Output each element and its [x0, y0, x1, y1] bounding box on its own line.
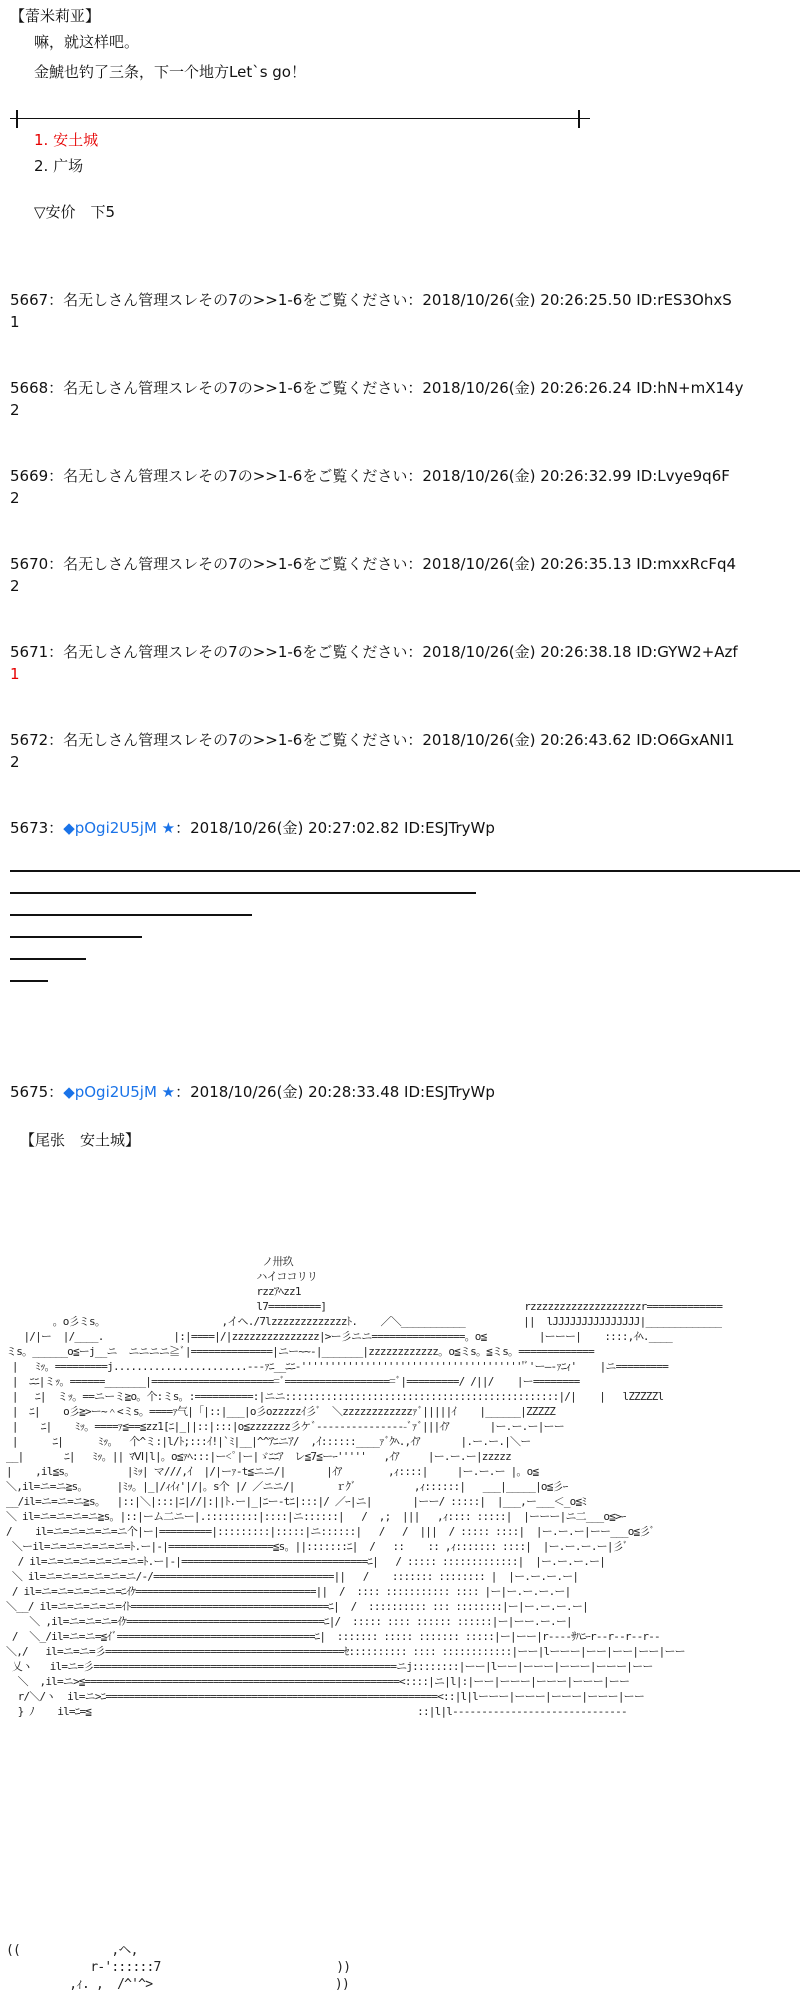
post-body: 2	[10, 577, 20, 595]
character-ascii-art: (( ,ヘ, r‐'::::::7 )) ,ｨ. , /^'^> ))	[6, 1943, 351, 1992]
location-label: 【尾张 安土城】	[20, 1131, 141, 1149]
post-meta: ：2018/10/26(金) 20:27:02.82 ID:ESJTryWp	[175, 819, 495, 837]
post-body: 1	[10, 313, 20, 331]
post-header: 5672：名无しさん管理スレその7の>>1-6をご覧ください：2018/10/26(金) 20:26:43.62 ID:O6GxANI1	[10, 731, 735, 749]
post-header: 5667：名无しさん管理スレその7の>>1-6をご覧ください：2018/10/26(金) 20:26:25.50 ID:rES3OhxS	[10, 291, 732, 309]
poster-trip-link[interactable]: ◆pOgi2U5jM ★	[63, 819, 176, 837]
post-5673-header	[10, 818, 495, 838]
anchor-instruction: ▽安价 下5	[34, 203, 116, 221]
post-header: 5670：名无しさん管理スレその7の>>1-6をご覧ください：2018/10/26(金) 20:26:35.13 ID:mxxRcFq4	[10, 555, 737, 573]
poster-trip-link[interactable]: ◆pOgi2U5jM ★	[63, 1083, 176, 1101]
post-body: 1	[10, 665, 20, 683]
post-body: 2	[10, 489, 20, 507]
post-number: 5673：	[10, 819, 64, 837]
post-header: 5668：名无しさん管理スレその7の>>1-6をご覧ください：2018/10/26(金) 20:26:26.24 ID:hN+mX14y	[10, 379, 744, 397]
choice-option-2: 2. 广场	[34, 157, 84, 175]
post-body: 2	[10, 753, 20, 771]
post-body: 2	[10, 401, 20, 419]
choice-option-1: 1. 安土城	[34, 131, 99, 149]
dialog-line-2: 金鯱也钓了三条，下一个地方Let`s go！	[34, 63, 306, 81]
post-header: 5671：名无しさん管理スレその7の>>1-6をご覧ください：2018/10/26(金) 20:26:38.18 ID:GYW2+Azf	[10, 643, 738, 661]
castle-ascii-art: ノ卅玖 ハイココリリ rzzｱﾍzz1 l7=========] rzzzzzzzzzzzzzzzzzzzr============= 。o彡ミs。 ,イヘ./7lzzzzzzzzzzzzzﾄ. ／＼___________ || lJJJJJJJJJJJJJJJ|_____________ |/|ー |/____. |:|====|/|zzzzzzzzzzzzzzz|>ー彡ニニ================。o≦ |ーーー| ::::,ｲﾍ.____ ミs。______o≦ーj__ニ ニニニニ≧ﾞ|==============|ニー~~‐|_______|zzzzzzzzzzzz。o≦ミs。≦ミs。============= | ﾐｯ。=========j.......................--‐ｧﾆ__ﾆﾆ-'''''''''''''''''''''''''''''''''''''''ﾞ'ー―-ｧﾆｨ' |ニ========= | ﾆﾆ|ミｯ。======_______|======================ﾞ===================ﾞ|=========/ /||/ |ー======== | ﾆ| ミｯ。==ニーミ≧o。个:ミs。:==========:|ニニ:::::::::::::::::::::::::::::::::::::::::::::::|/| | lZZZZZl | ﾆ| o彡≧>ー~＾<ミs。====ｧ气|「|::|___|o彡ozzzzzｲ彡ﾞ ＼zzzzzzzzzzzzｧﾞ|||||ｲ |______|ZZZZZ | ﾆ| ﾐｯ。====ｧ≦==≦zz1[ﾆ|_||::|:::|o≦zzzzzzz彡ケﾞ----------------ﾞｧﾞ|||ｲｱ |ー.ー.ー|ーー | ﾆ| ﾐｯ。 个^ミ:|l/ﾄ;:::ｲ!|`ﾐ|__|^^ｱﾆニｱ/ ,ｲ::::::____ｧﾞｸﾍ.,ｲｱ |.ー.ー.|＼ー __| ﾆ| ﾐｯ。|| ﾏⅥ|l|。o≦ｧﾍ:::|ー<ﾟ|ー|ゞﾆﾆｱ レ≦7≦ーｰ''''' ,ｲｱ |ー.ー.ー|zzzzz | ,il≦s。 |ﾐｯ| マ///,ｲ |/|ーｧ-t≦ニニ/| |ｲｱ ,ｨ::::| |ー.ー.ー |。o≦ ＼,il=ニ=ニ≧s。 |ﾐｯ。|_|/ｨｲｨ'|/|。s个 |/ ／ニニ/| ｒｸﾞ ,ｨ::::::| ___|_____|o≦彡ｰ __/il=ニ=ニ=ニ≧s。 |::|＼|:::|ﾆ|//|:||ﾄ.ー|_|ﾆー-tﾆ|:::|/ ／ｰ|ニ| |ーー/ :::::| |___,ー___＜_o≦ﾐ ＼ il=ニ=ニ=ニ=ニ≧s。|::|ーム二ニー|.:::::::::|::::|ニ::::::| / ,; ||| ,ｨ:::: :::::| |ーーー|ニ二___o≦>ｰ / il=ニ=ニ=ニ=ニ=ニ个|ー|=========|:::::::::|:::::|ニ::::::| / / ||| / ::::: ::::| |ー.ー.ー|ーー___o≦彡ﾞ ＼ーil=ニ=ニ=ニ=ニ=ニ=ﾄ.ー|-|==================≦s。||:::::::ﾆ| / :: :: ,ｨ::::::: ::::| |ー.ー.ー.ー|彡ﾞ / il=ニ=ニ=ニ=ニ=ニ=ニ=ﾄ.ー|-|================================ﾆ| / ::::: :::::::::::::| |ー.ー.ー.ー| ＼ il=ニ=ニ=ニ=ニ=ニ=ニ/-/===============================|| / ::::::: :::::::: | |ー.ー.ー.ー| / il=ニ=ニ=ニ=ニ=ニ=ﾆｲｹ===============================|| / :::: ::::::::::: :::: |ー|ー.ー.ー.ー| ＼__/ il=ニ=ニ=ニ=ニ=ｲﾄ==================================ﾆ| / :::::::::: ::: ::::::::|ー|ー.ー.ー.ー| ＼ ,il=ニ=ニ=ニ=ｲｹ==================================ﾆ|/ ::::: :::: :::::: ::::::|ー|ーー.ー.ー| / ＼_/il=ニ=ニ=≦ｲﾞ==================================ﾆ| ::::::: ::::: ::::::: :::::|ー|ーー|r‐‐‐‐ｻﾊﾆｰr‐‐r‐‐r‐‐r‐‐ ＼,/ il=ニ=ニ=彡=========================================ｾ:::::::::: :::: ::::::::::::|ーー|lーーー|ーー|ーー|ーー|ーー 乂ヽ il=ニ=彡====================================================ニj::::::::|ーー|lーー|ーーー|ーーー|ーーー|ーー ＼ ,il=ニ>≦======================================================<::::|ニ|l|:|ーー|ーーー|ーーー|ーーー|ーー r/＼/ヽ il=ニ>ﾆ=========================================================<::|l|lーーー|ーーー|ーーー|ーーー|ーー } ﾉ il=ﾆ=≦ ::|l|l‐‐‐‐‐‐‐‐‐‐‐‐‐‐‐‐‐‐‐‐‐‐‐‐‐‐‐‐‐‐	[6, 1255, 723, 1718]
post-number: 5675：	[10, 1083, 64, 1101]
post-header: 5669：名无しさん管理スレその7の>>1-6をご覧ください：2018/10/26(金) 20:26:32.99 ID:Lvye9q6F	[10, 467, 730, 485]
speaker-label: 【蕾米莉亚】	[10, 7, 101, 25]
post-meta: ：2018/10/26(金) 20:28:33.48 ID:ESJTryWp	[175, 1083, 495, 1101]
dialog-line-1: 嘛，就这样吧。	[34, 33, 140, 51]
post-5675-header	[10, 1082, 495, 1102]
